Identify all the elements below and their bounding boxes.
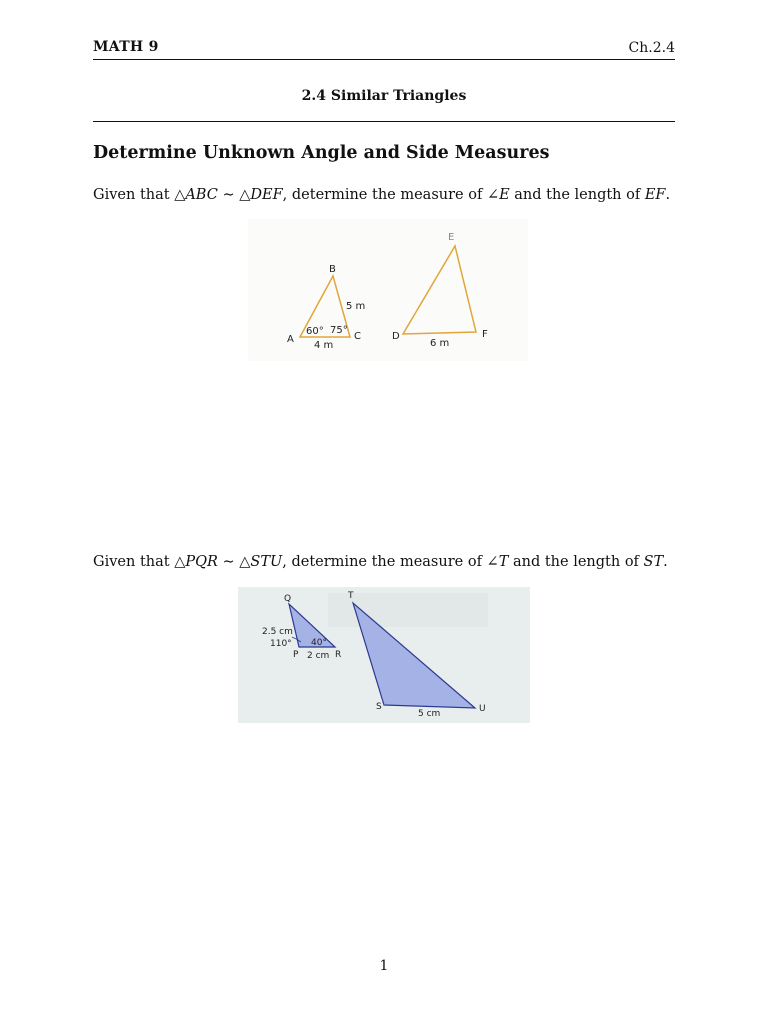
side-pq-label: 2.5 cm: [262, 627, 293, 637]
side-bc-label: 5 m: [346, 301, 366, 312]
problem-2-triangle-2: △STU: [239, 554, 283, 570]
triangles-abc-def-figure: [248, 219, 528, 361]
angle-p-label: 110°: [270, 639, 292, 649]
vertex-c-label: C: [354, 331, 361, 342]
vertex-f-label: F: [482, 329, 488, 340]
angle-r-label: 40°: [311, 638, 327, 648]
side-ac-label: 4 m: [314, 340, 334, 351]
problem-1-text-2: and the length of: [509, 187, 645, 203]
problem-1-statement: [93, 187, 670, 203]
chapter-label: Ch.2.4: [628, 40, 675, 56]
similar-symbol: ∼: [217, 554, 240, 570]
problem-1-triangle-2: △DEF: [239, 187, 283, 203]
problem-1-triangle-1: △ABC: [174, 187, 218, 203]
problem-2-angle: ∠T: [486, 554, 509, 570]
problem-1-text: , determine the measure of: [282, 187, 487, 203]
vertex-u-label: U: [479, 704, 486, 714]
problem-1-angle: ∠E: [486, 187, 510, 203]
vertex-e-label: E: [448, 232, 455, 243]
problem-1-period: .: [665, 187, 671, 203]
problem-2-intro: Given that: [93, 554, 175, 570]
similar-symbol: ∼: [217, 187, 240, 203]
angle-a-label: 60°: [306, 326, 324, 337]
course-label: MATH 9: [93, 39, 159, 55]
section-title: 2.4 Similar Triangles: [301, 88, 467, 104]
section-rule: [93, 121, 675, 122]
vertex-d-label: D: [392, 331, 400, 342]
side-df-label: 6 m: [430, 338, 450, 349]
vertex-r-label: R: [335, 650, 342, 660]
vertex-p-label: P: [293, 650, 299, 660]
problem-2-text-2: and the length of: [508, 554, 644, 570]
vertex-s-label: S: [376, 702, 382, 712]
vertex-q-label: Q: [284, 594, 292, 604]
subsection-title: Determine Unknown Angle and Side Measures: [93, 143, 550, 163]
vertex-a-label: A: [287, 334, 294, 345]
problem-1-side: EF: [644, 187, 666, 203]
side-pr-label: 2 cm: [307, 651, 330, 661]
problem-2-side: ST: [643, 554, 664, 570]
vertex-b-label: B: [329, 264, 336, 275]
angle-c-label: 75°: [330, 325, 348, 336]
triangles-pqr-stu-figure: [238, 587, 530, 723]
header-rule: [93, 59, 675, 60]
problem-1-intro: Given that: [93, 187, 175, 203]
problem-2-period: .: [663, 554, 668, 570]
page-number: 1: [379, 958, 389, 974]
problem-2-triangle-1: △PQR: [174, 554, 218, 570]
problem-2-text: , determine the measure of: [282, 554, 487, 570]
vertex-t-label: T: [348, 591, 354, 601]
side-su-label: 5 cm: [418, 709, 441, 719]
problem-2-statement: [93, 554, 668, 570]
